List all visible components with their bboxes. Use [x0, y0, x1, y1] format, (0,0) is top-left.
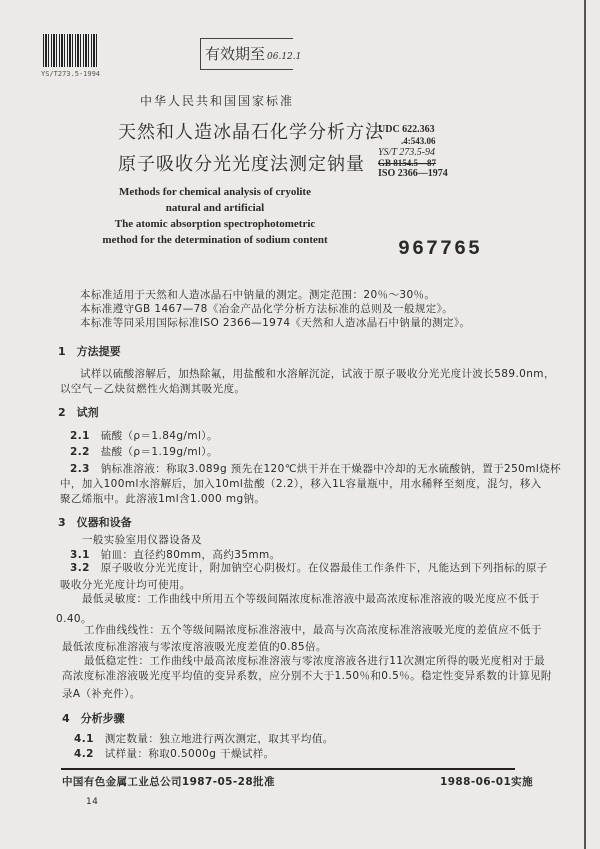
item-3-2	[70, 560, 548, 575]
body-line: 高浓度标准溶液吸光度平均值的变异系数，应分别不大于1.50％和0.5％。稳定性变异系数的计算见附	[62, 670, 552, 682]
title-en-3: The atomic absorption spectrophotometric	[114, 218, 316, 230]
body-line: 试样以硫酸溶解后，加热除氟，用盐酸和水溶解沉淀，试液于原子吸收分光光度计波长589.0nm，	[80, 368, 555, 380]
footer-rule	[61, 768, 515, 770]
item-text: 钠标准溶液：称取3.089g 预先在120℃烘干并在干燥器中冷却的无水硫酸钠，置于250ml烧杯	[100, 463, 561, 475]
stamp-label: 有效期至	[205, 45, 266, 63]
item-4-2	[74, 746, 275, 761]
body-line: 最低稳定性：工作曲线中最高浓度标准溶液与零浓度溶液各进行11次测定所得的吸光度相对于最	[84, 655, 546, 667]
title-en-4: method for the determination of sodium content	[102, 234, 328, 246]
item-number: 4.1	[74, 733, 94, 745]
item-number: 3.1	[70, 549, 90, 561]
item-text: 铂皿：直径约80mm，高约35mm。	[100, 549, 281, 561]
body-line: 录A（补充件）。	[62, 688, 141, 700]
body-line: 工作曲线线性：五个等级间隔浓度标准溶液中，最高与次高浓度标准溶液吸光度的差值应不低于	[84, 624, 542, 636]
validity-stamp	[200, 38, 302, 70]
body-line: 以空气－乙炔贫燃性火焰测其吸光度。	[60, 383, 246, 395]
iso-code: ISO 2366—1974	[378, 168, 448, 179]
item-text: 盐酸（ρ＝1.19g/ml）。	[100, 446, 218, 458]
item-number: 4.2	[74, 748, 94, 760]
title-en-1: Methods for chemical analysis of cryolite	[119, 186, 311, 198]
section-3-heading: 3 仪器和设备	[58, 516, 132, 529]
scan-edge	[584, 0, 586, 849]
body-line: 吸收分光光度计均可使用。	[60, 579, 191, 591]
section-4-heading: 4 分析步骤	[62, 712, 125, 725]
body-line: 聚乙烯瓶中。此溶液1ml含1.000 mg钠。	[60, 493, 266, 505]
item-number: 2.3	[70, 463, 90, 475]
item-number: 3.2	[70, 562, 90, 574]
item-2-2	[70, 444, 218, 459]
body-line: 0.40。	[56, 613, 92, 625]
item-2-1	[70, 428, 218, 443]
item-2-3	[70, 461, 561, 476]
page-number: 14	[86, 797, 99, 807]
intro-line: 本标准适用于天然和人造冰晶石中钠量的测定。测定范围：20％～30％。	[80, 289, 436, 301]
body-line: 一般实验室用仪器设备及	[82, 534, 202, 546]
body-line: 最低灵敏度：工作曲线中所用五个等级间隔浓度标准溶液中最高浓度标准溶液的吸光度应不低于	[82, 593, 540, 605]
barcode-label: YS/T273.5-1994	[41, 70, 101, 78]
title-cn-1: 天然和人造冰晶石化学分析方法	[118, 122, 384, 143]
document-number: 967765	[398, 238, 483, 261]
approval-text: 中国有色金属工业总公司1987-05-28批准	[62, 776, 275, 788]
item-4-1	[74, 731, 334, 746]
title-en-2: natural and artificial	[165, 202, 265, 214]
stamp-date: 06.12.1	[267, 52, 302, 62]
item-text: 测定数量：独立地进行两次测定，取其平均值。	[104, 733, 334, 745]
section-2-heading: 2 试剂	[58, 406, 99, 419]
udc-code-2: .4:543.06	[401, 136, 436, 146]
item-number: 2.2	[70, 446, 90, 458]
item-text: 硫酸（ρ＝1.84g/ml）。	[100, 430, 218, 442]
body-line: 最低浓度标准溶液与零浓度溶液吸光度差值的0.85倍。	[62, 641, 327, 653]
handwritten-code: YS/T 273.5-94	[378, 147, 436, 158]
barcode	[43, 34, 99, 67]
title-cn-2: 原子吸收分光光度法测定钠量	[118, 154, 365, 175]
item-text: 试样量：称取0.5000g 干燥试样。	[104, 748, 275, 760]
section-1-heading: 1 方法提要	[58, 345, 121, 358]
intro-line: 本标准等同采用国际标准ISO 2366—1974《天然和人造冰晶石中钠量的测定》。	[80, 317, 471, 329]
intro-line: 本标准遵守GB 1467—78《冶金产品化学分析方法标准的总则及一般规定》。	[80, 303, 454, 315]
struck-code: GB 8154.5—87	[378, 158, 437, 168]
udc-code: UDC 622.363	[378, 124, 435, 135]
body-line: 中，加入100ml水溶解后，加入10ml盐酸（2.2），移入1L容量瓶中，用水稀释至刻度，混匀，移入	[60, 478, 542, 490]
item-text: 原子吸收分光光度计，附加钠空心阴极灯。在仪器最佳工作条件下，凡能达到下列指标的原子	[100, 562, 548, 574]
effective-date: 1988-06-01实施	[440, 776, 533, 788]
national-standard-label: 中华人民共和国国家标准	[140, 94, 295, 108]
item-number: 2.1	[70, 430, 90, 442]
